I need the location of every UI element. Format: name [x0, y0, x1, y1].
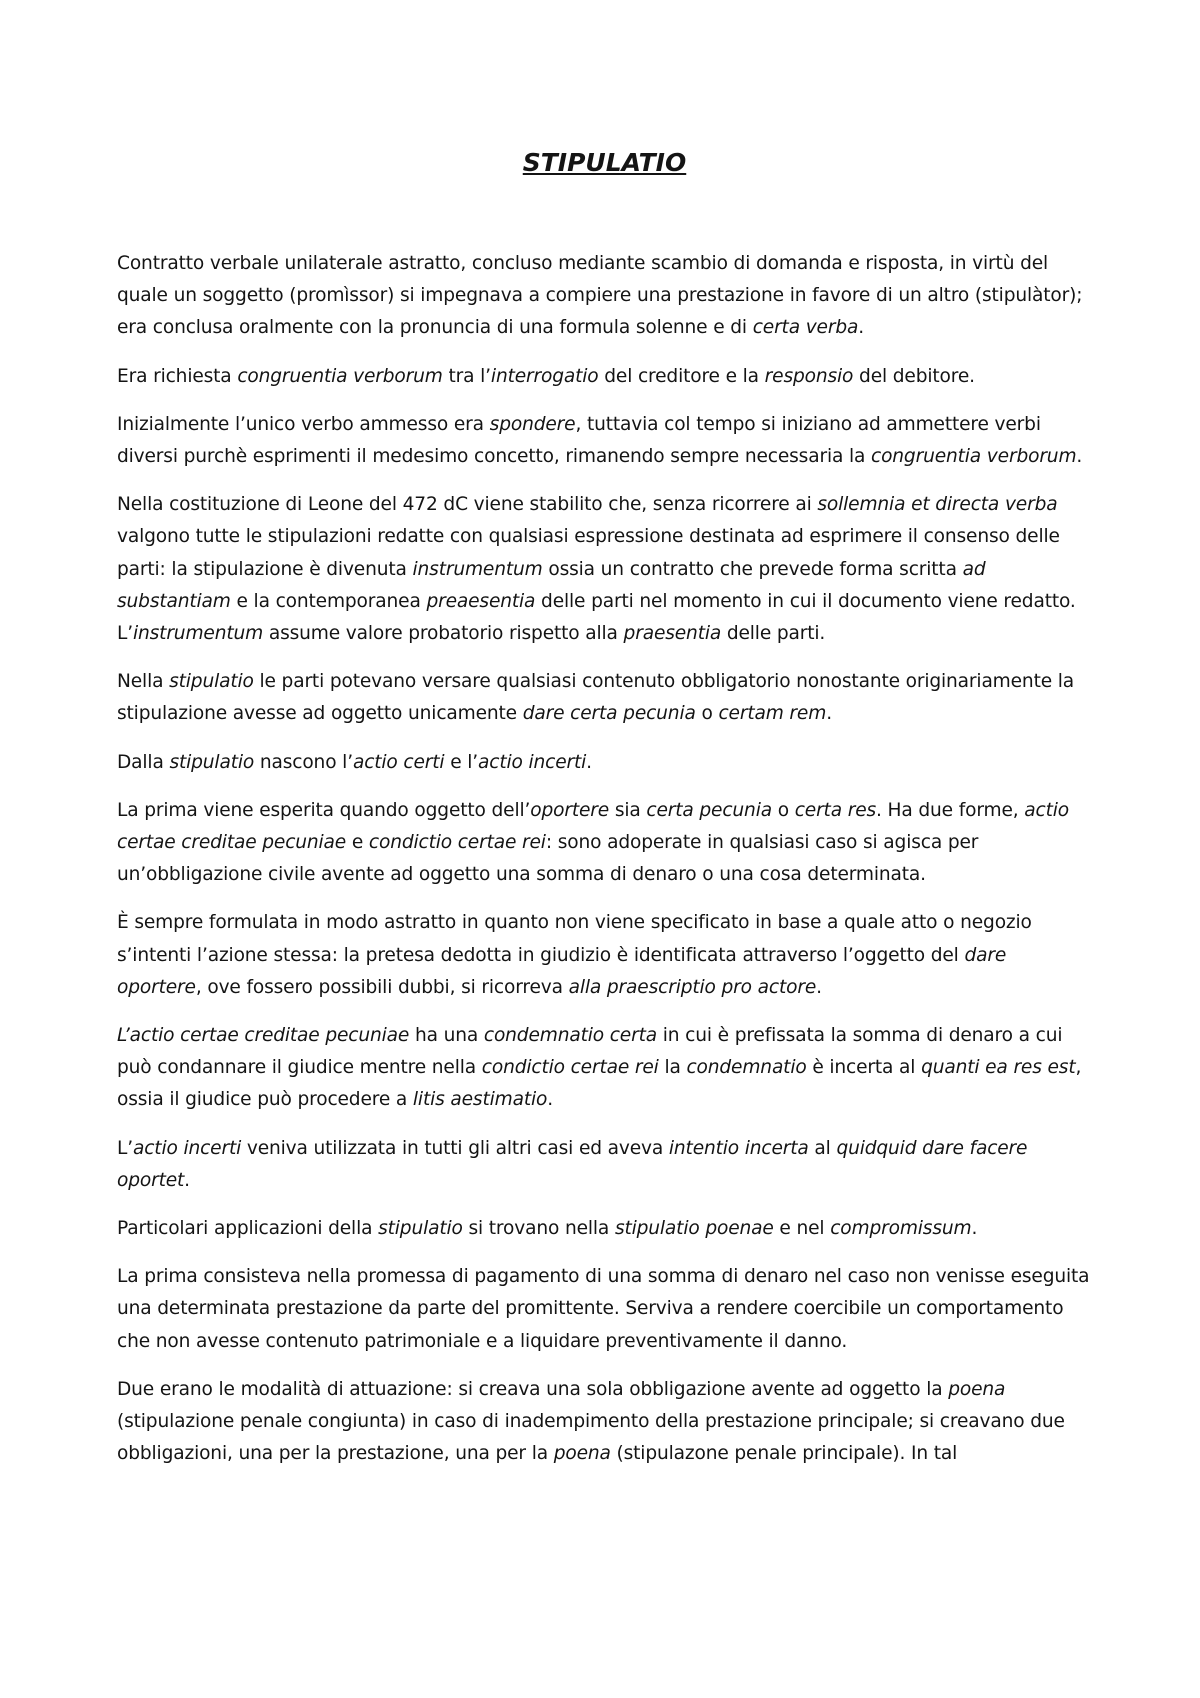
- italic-text-run: dare certa pecunia: [522, 703, 696, 725]
- paragraph: [117, 666, 1092, 730]
- text-run: nascono l’: [254, 751, 353, 773]
- text-run: La prima consisteva nella promessa di pagamento di una somma di denaro nel caso non venisse eseguita una determinata prestazione da parte del promittente. Serviva a rendere coercibile un comportamento che non avesse contenuto patrimoniale e a liquidare preventivamente il danno.: [117, 1266, 1090, 1352]
- text-run: L’: [117, 1137, 133, 1159]
- italic-text-run: actio certi: [352, 751, 445, 773]
- text-run: .: [1076, 446, 1083, 468]
- paragraph: [117, 795, 1092, 892]
- italic-text-run: intentio incerta: [668, 1137, 809, 1159]
- text-run: Particolari applicazioni della: [117, 1218, 379, 1240]
- text-run: , ossia il giudice può procedere a: [117, 1057, 1082, 1111]
- text-run: sia: [609, 799, 647, 821]
- paragraph: [117, 409, 1092, 473]
- page-title: STIPULATIO: [522, 148, 687, 177]
- paragraph: [117, 1213, 1092, 1245]
- italic-text-run: L’actio certae creditae pecuniae: [117, 1025, 410, 1047]
- text-run: ossia un contratto che prevede forma scritta: [542, 558, 963, 580]
- text-run: ha una: [409, 1025, 484, 1047]
- text-run: e l’: [444, 751, 479, 773]
- italic-text-run: compromissum: [830, 1218, 972, 1240]
- text-run: veniva utilizzata in tutti gli altri casi ed aveva: [241, 1137, 669, 1159]
- text-run: tra l’: [442, 365, 491, 387]
- italic-text-run: responsio: [764, 365, 854, 387]
- italic-text-run: stipulatio poenae: [614, 1218, 774, 1240]
- text-run: È sempre formulata in modo astratto in quanto non viene specificato in base a quale atto o negozio s’intenti l’azione stessa: la pretesa dedotta in giudizio è identificata attraverso l’oggetto del: [117, 912, 1032, 966]
- text-run: del creditore e la: [598, 365, 765, 387]
- italic-text-run: stipulatio: [169, 671, 254, 693]
- italic-text-run: condemnatio: [686, 1057, 807, 1079]
- italic-text-run: litis aestimatio: [412, 1089, 548, 1111]
- paragraph: [117, 1020, 1092, 1117]
- text-run: valgono tutte le stipulazioni redatte con qualsiasi espressione destinata ad esprimere il consenso delle parti: la stipulazione è divenuta: [117, 526, 1060, 580]
- italic-text-run: stipulatio: [378, 1218, 463, 1240]
- text-run: la: [658, 1057, 687, 1079]
- italic-text-run: actio certae creditae pecuniae: [117, 799, 1069, 854]
- text-run: o: [771, 799, 795, 821]
- text-run: .: [586, 751, 592, 773]
- italic-text-run: congruentia verborum: [871, 446, 1077, 468]
- italic-text-run: stipulatio: [169, 751, 255, 773]
- italic-text-run: quidquid dare facere oportet: [117, 1137, 1028, 1191]
- text-run: si trovano nella: [462, 1218, 615, 1240]
- paragraph: [117, 489, 1092, 650]
- text-run: le parti potevano versare qualsiasi contenuto obbligatorio nonostante originariamente la stipulazione avesse ad oggetto unicamente: [117, 671, 1075, 725]
- text-run: Contratto verbale unilaterale astratto, concluso mediante scambio di domanda e risposta, in virtù del quale un soggetto (promìssor) si impegnava a compiere una prestazione in favore di un altro (stipulàtor); era conclusa oralmente con la pronuncia di una formula solenne e di: [117, 253, 1083, 339]
- italic-text-run: dare oportere: [117, 944, 1007, 998]
- italic-text-run: actio incerti: [132, 1137, 242, 1159]
- text-run: , ove fossero possibili dubbi, si ricorreva: [195, 976, 569, 998]
- italic-text-run: condictio certae rei: [481, 1057, 659, 1079]
- text-run: (stipulazone penale principale). In tal: [610, 1443, 958, 1465]
- italic-text-run: quanti ea res est: [921, 1057, 1076, 1079]
- italic-text-run: ad substantiam: [117, 558, 986, 612]
- text-run: .: [547, 1089, 553, 1111]
- text-run: o: [695, 703, 719, 725]
- text-run: e nel: [773, 1218, 831, 1240]
- text-run: .: [858, 317, 865, 339]
- italic-text-run: alla praescriptio pro actore: [568, 976, 817, 998]
- italic-text-run: poena: [553, 1443, 611, 1465]
- text-run: delle parti nel momento in cui il documento viene redatto. L’: [117, 590, 1076, 645]
- italic-text-run: interrogatio: [490, 365, 599, 387]
- text-run: : sono adoperate in qualsiasi caso si agisca per un’obbligazione civile avente ad oggetto una somma di denaro o una cosa determinata.: [117, 832, 979, 886]
- paragraph: [117, 1133, 1092, 1197]
- text-run: .: [971, 1218, 978, 1240]
- text-run: è incerta al: [806, 1057, 922, 1079]
- paragraph: [117, 747, 1092, 779]
- text-run: in cui è prefissata la somma di denaro a cui può condannare il giudice mentre nella: [117, 1025, 1063, 1079]
- text-run: La prima viene esperita quando oggetto dell’: [117, 799, 531, 821]
- italic-text-run: congruentia verborum: [237, 365, 443, 387]
- text-run: del debitore.: [853, 365, 975, 387]
- text-run: al: [808, 1137, 837, 1159]
- italic-text-run: certa res: [794, 799, 877, 821]
- text-run: Dalla: [117, 751, 170, 773]
- italic-text-run: preaesentia: [426, 590, 536, 612]
- text-run: . Ha due forme,: [876, 799, 1025, 821]
- document-body: [117, 248, 1092, 1471]
- italic-text-run: oportere: [530, 799, 610, 821]
- paragraph: [117, 907, 1092, 1004]
- italic-text-run: poena: [948, 1378, 1006, 1400]
- text-run: .: [816, 976, 822, 998]
- italic-text-run: certa verba: [752, 317, 859, 339]
- italic-text-run: spondere: [489, 413, 576, 435]
- text-run: e: [346, 832, 369, 854]
- italic-text-run: actio incerti: [478, 751, 587, 773]
- text-run: .: [826, 703, 832, 725]
- italic-text-run: instrumentum: [132, 623, 264, 645]
- text-run: , tuttavia col tempo si iniziano ad ammettere verbi diversi purchè esprimenti il medesimo concetto, rimanendo sempre necessaria la: [117, 413, 1041, 468]
- paragraph: [117, 361, 1092, 393]
- text-run: delle parti.: [721, 623, 826, 645]
- italic-text-run: certam rem: [718, 703, 827, 725]
- text-run: Due erano le modalità di attuazione: si creava una sola obbligazione avente ad oggetto la: [117, 1378, 949, 1400]
- italic-text-run: instrumentum: [412, 558, 543, 580]
- text-run: e la contemporanea: [230, 590, 427, 612]
- paragraph: [117, 248, 1092, 345]
- text-run: Era richiesta: [117, 365, 238, 387]
- paragraph: [117, 1261, 1092, 1358]
- text-run: (stipulazione penale congiunta) in caso di inadempimento della prestazione principale; si creavano due obbligazioni, una per la prestazione, una per la: [117, 1411, 1065, 1465]
- italic-text-run: sollemnia et directa verba: [817, 494, 1058, 516]
- paragraph: [117, 1374, 1092, 1471]
- text-run: Nella: [117, 671, 170, 693]
- text-run: .: [184, 1169, 190, 1191]
- text-run: assume valore probatorio rispetto alla: [263, 623, 624, 645]
- text-run: Nella costituzione di Leone del 472 dC viene stabilito che, senza ricorrere ai: [117, 494, 818, 516]
- italic-text-run: praesentia: [623, 623, 722, 645]
- text-run: Inizialmente l’unico verbo ammesso era: [117, 413, 490, 435]
- italic-text-run: certa pecunia: [646, 799, 772, 821]
- italic-text-run: condictio certae rei: [368, 832, 546, 854]
- italic-text-run: condemnatio certa: [483, 1025, 657, 1047]
